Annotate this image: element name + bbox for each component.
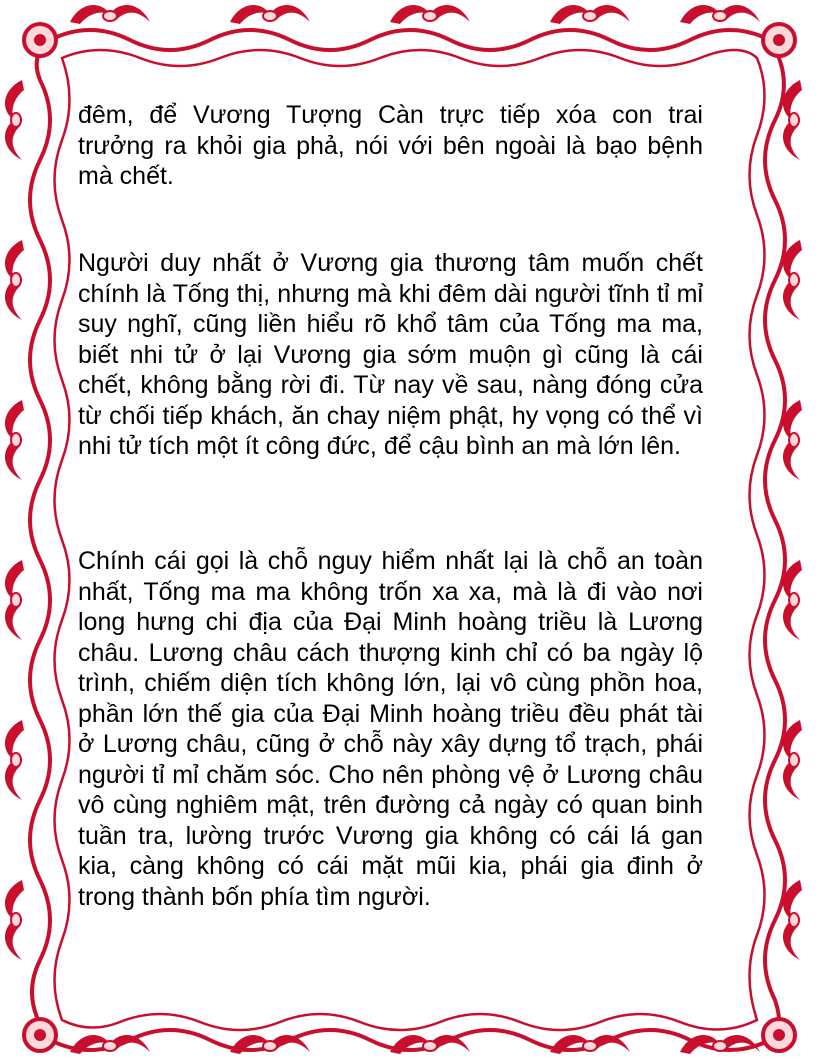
paragraph-1: đêm, để Vương Tượng Càn trực tiếp xóa con trai trưởng ra khỏi gia phả, nói với bên ngoài là bạo bệnh mà chết. [78, 101, 703, 190]
paragraph-3: Chính cái gọi là chỗ nguy hiểm nhất lại là chỗ an toàn nhất, Tống ma ma không trốn xa xa, mà là đi vào nơi long hưng chi địa của Đại Minh hoàng triều là Lương châu. Lương châu cách thượng kinh chỉ có ba ngày lộ trình, chiếm diện tích không lớn, lại vô cùng phồn hoa, phần lớn thế gia của Đại Minh hoàng triều đều phát tài ở Lương châu, cũng ở chỗ này xây dựng tổ trạch, phái người tỉ mỉ chăm sóc. Cho nên phòng vệ ở Lương châu vô cùng nghiêm mật, trên đường cả ngày có quan binh tuần tra, lường trước Vương gia không có cái lá gan kia, càng không có cái mặt mũi kia, phái gia đinh ở trong thành bốn phía tìm người. [78, 547, 703, 911]
paragraph-2: Người duy nhất ở Vương gia thương tâm muốn chết chính là Tống thị, nhưng mà khi đêm dài người tĩnh tỉ mỉ suy nghĩ, cũng liền hiểu rõ khổ tâm của Tống ma ma, biết nhi tử ở lại Vương gia sớm muộn gì cũng là cái chết, không bằng rời đi. Từ nay về sau, nàng đóng cửa từ chối tiếp khách, ăn chay niệm phật, hy vọng có thể vì nhi tử tích một ít công đức, để cậu bình an mà lớn lên. [78, 249, 703, 460]
